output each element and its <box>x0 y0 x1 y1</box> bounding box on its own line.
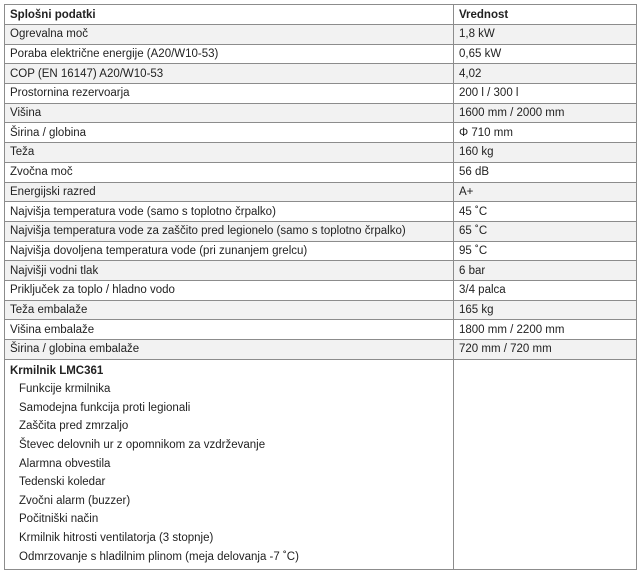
controller-title: Krmilnik LMC361 <box>10 364 104 377</box>
row-value: 1,8 kW <box>454 25 637 45</box>
row-label: Poraba električne energije (A20/W10-53) <box>5 44 454 64</box>
table-row <box>5 300 637 320</box>
row-value: 45 ˚C <box>454 202 637 222</box>
table-row <box>5 340 637 360</box>
row-label: Najvišja dovoljena temperatura vode (pri zunanjem grelcu) <box>5 241 454 261</box>
row-label: Višina embalaže <box>5 320 454 340</box>
row-value: Φ 710 mm <box>454 123 637 143</box>
list-item: Tedenski koledar <box>19 476 106 489</box>
header-general-data: Splošni podatki <box>5 5 454 25</box>
list-item: Krmilnik hitrosti ventilatorja (3 stopnje) <box>19 532 214 545</box>
row-label: Prostornina rezervoarja <box>5 84 454 104</box>
table-row <box>5 25 637 45</box>
row-label: Ogrevalna moč <box>5 25 454 45</box>
list-item: Zaščita pred zmrzaljo <box>19 420 129 433</box>
row-label: Teža embalaže <box>5 300 454 320</box>
list-item: Samodejna funkcija proti legionali <box>19 401 191 414</box>
controller-value-cell <box>454 359 637 570</box>
row-value: 4,02 <box>454 64 637 84</box>
row-label: Najvišji vodni tlak <box>5 261 454 281</box>
table-row <box>5 182 637 202</box>
list-item: Funkcije krmilnika <box>19 383 111 396</box>
table-row <box>5 44 637 64</box>
table-row <box>5 221 637 241</box>
row-label: Zvočna moč <box>5 162 454 182</box>
list-item: Alarmna obvestila <box>19 457 111 470</box>
row-value: A+ <box>454 182 637 202</box>
table-row <box>5 162 637 182</box>
row-value: 65 ˚C <box>454 221 637 241</box>
specifications-table <box>4 4 637 570</box>
row-value: 165 kg <box>454 300 637 320</box>
row-label: Najvišja temperatura vode za zaščito pred legionelo (samo s toplotno črpalko) <box>5 221 454 241</box>
table-row <box>5 84 637 104</box>
controller-row <box>5 359 637 570</box>
row-value: 56 dB <box>454 162 637 182</box>
table-row <box>5 261 637 281</box>
table-row <box>5 280 637 300</box>
list-item: Zvočni alarm (buzzer) <box>19 494 131 507</box>
controller-feature-list <box>10 380 448 566</box>
table-row <box>5 64 637 84</box>
row-label: Energijski razred <box>5 182 454 202</box>
table-row <box>5 103 637 123</box>
list-item: Števec delovnih ur z opomnikom za vzdrževanje <box>19 439 266 452</box>
row-value: 0,65 kW <box>454 44 637 64</box>
header-value: Vrednost <box>454 5 637 25</box>
row-value: 200 l / 300 l <box>454 84 637 104</box>
row-value: 6 bar <box>454 261 637 281</box>
table-row <box>5 241 637 261</box>
table-row <box>5 123 637 143</box>
list-item: Počitniški način <box>19 513 99 526</box>
row-label: Teža <box>5 143 454 163</box>
row-value: 1800 mm / 2200 mm <box>454 320 637 340</box>
row-value: 3/4 palca <box>454 280 637 300</box>
row-value: 1600 mm / 2000 mm <box>454 103 637 123</box>
row-value: 720 mm / 720 mm <box>454 340 637 360</box>
row-value: 95 ˚C <box>454 241 637 261</box>
row-label: Višina <box>5 103 454 123</box>
row-value: 160 kg <box>454 143 637 163</box>
specifications-table-body <box>5 5 637 570</box>
table-row <box>5 202 637 222</box>
row-label: Širina / globina <box>5 123 454 143</box>
row-label: Priključek za toplo / hladno vodo <box>5 280 454 300</box>
row-label: Najvišja temperatura vode (samo s toplotno črpalko) <box>5 202 454 222</box>
table-row <box>5 143 637 163</box>
controller-cell <box>5 359 454 570</box>
table-row <box>5 320 637 340</box>
row-label: COP (EN 16147) A20/W10-53 <box>5 64 454 84</box>
list-item: Odmrzovanje s hladilnim plinom (meja delovanja -7 ˚C) <box>19 550 299 563</box>
row-label: Širina / globina embalaže <box>5 340 454 360</box>
table-header-row <box>5 5 637 25</box>
